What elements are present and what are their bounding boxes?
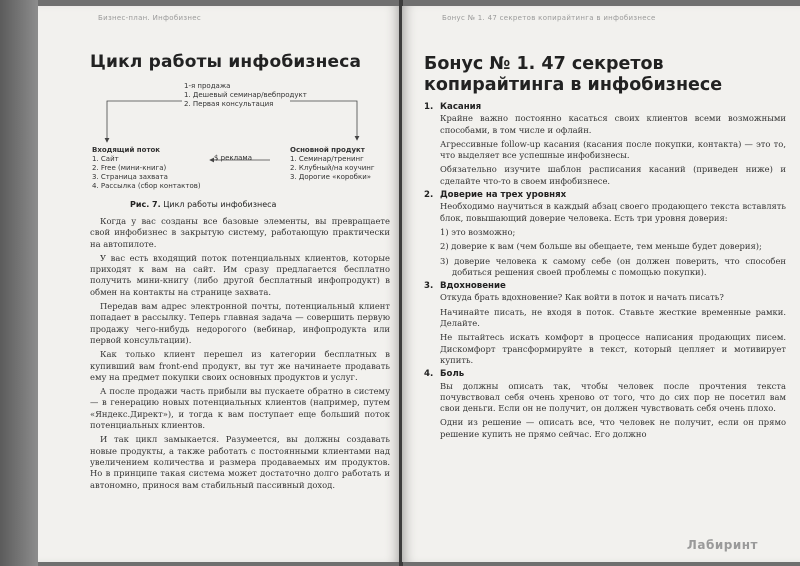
incoming-flow-line: 4. Рассылка (сбор контактов) bbox=[92, 182, 201, 190]
incoming-flow-line: 1. Сайт bbox=[92, 155, 119, 163]
cycle-diagram bbox=[92, 82, 392, 212]
right-page-title: Бонус № 1. 47 секретов копирайтинга в инфобизнесе bbox=[424, 54, 723, 95]
section-title: Вдохновение bbox=[440, 281, 506, 292]
main-product-heading: Основной продукт bbox=[290, 146, 365, 154]
figure-caption-text: Цикл работы инфобизнеса bbox=[163, 200, 277, 209]
list-item bbox=[424, 190, 786, 278]
main-product-block bbox=[290, 146, 375, 182]
paragraph: Крайне важно постоянно касаться своих клиентов всеми возможными способами, в том числе и офлайн. bbox=[440, 113, 786, 135]
section-title: Касания bbox=[440, 102, 482, 112]
paragraph: Одни из решение — описать все, что человек не получит, если он прямо решение купить не прямо сейчас. Его должно bbox=[440, 417, 786, 439]
right-running-head: Бонус № 1. 47 секретов копирайтинга в инфобизнесе bbox=[442, 14, 656, 22]
left-page bbox=[38, 6, 400, 562]
first-sale-line: 2. Первая консультация bbox=[184, 100, 274, 108]
paragraph: Как только клиент перешел из категории бесплатных в купивший вам front-end продукт, вы тут же начинаете продавать ему на предмет покупки своих основных продуктов и услуг. bbox=[90, 349, 390, 382]
left-running-head: Бизнес-план. Инфобизнес bbox=[98, 14, 201, 22]
section-heading bbox=[424, 281, 786, 292]
paragraph: Необходимо научиться в каждый абзац своего продающего текста вставлять блок, повышающий доверие человека. Есть три уровня доверия: bbox=[440, 201, 786, 223]
main-product-line: 2. Клубный/на коучинг bbox=[290, 164, 375, 172]
section-heading bbox=[424, 190, 786, 201]
paragraph: Не пытайтесь искать комфорт в процессе написания продающих писем. Дискомфорт трансформируйте в текст, который цепляет и мотивирует купить. bbox=[440, 332, 786, 365]
incoming-flow-heading: Входящий поток bbox=[92, 146, 161, 154]
section-number: 2. bbox=[424, 190, 434, 201]
list-item bbox=[424, 281, 786, 366]
paragraph: Агрессивные follow-up касания (касания после покупки, контакта) — это то, что выделяет все успешные инфобизнесы. bbox=[440, 138, 786, 161]
main-product-line: 1. Семинар/тренинг bbox=[290, 155, 364, 163]
first-sale-heading: 1-я продажа bbox=[184, 82, 231, 90]
figure-caption-number: Рис. 7. bbox=[130, 200, 161, 209]
section-number: 1. bbox=[424, 102, 434, 112]
paragraph: Когда у вас созданы все базовые элементы, вы превращаете свой инфобизнес в закрытую систему, работающую практически на автопилоте. bbox=[90, 216, 390, 249]
incoming-flow-line: 3. Страница захвата bbox=[92, 173, 168, 181]
section-title: Боль bbox=[440, 369, 465, 380]
paragraph: И так цикл замыкается. Разумеется, вы должны создавать новые продукты, а также работать с постоянными клиентами над увеличением количества и размера продаваемых им продуктов. Но в принципе такая система может достаточно долго работать и автономно, принося вам стабильный пассивный доход. bbox=[90, 434, 390, 490]
section-number: 4. bbox=[424, 369, 434, 380]
paragraph: Передав вам адрес электронной почты, потенциальный клиент попадает в рассылку. Теперь главная задача — совершить первую продажу чего-нибудь недорогого (вебинар, инфопродукта или первой консультации). bbox=[90, 301, 390, 345]
main-product-line: 3. Дорогие «коробки» bbox=[290, 173, 372, 181]
paragraph: А после продажи часть прибыли вы пускаете обратно в систему — в генерацию новых потенциальных клиентов (например, путем «Яндекс.Директ»), и тогда к вам поступает еще больший поток потенциальных клиентов. bbox=[90, 386, 390, 431]
ad-label: $ реклама bbox=[214, 154, 252, 162]
paragraph: Обязательно изучите шаблон расписания касаний (приведен ниже) и сделайте что-то в своем инфобизнесе. bbox=[440, 164, 786, 186]
paragraph: Начинайте писать, не входя в поток. Ставьте жесткие временные рамки. Делайте. bbox=[440, 306, 786, 329]
first-sale-block bbox=[184, 82, 307, 109]
figure-caption bbox=[130, 200, 276, 209]
right-page bbox=[402, 6, 800, 562]
first-sale-line: 1. Дешевый семинар/вебпродукт bbox=[184, 91, 307, 99]
section-heading bbox=[424, 369, 786, 380]
section-title: Доверие на трех уровнях bbox=[440, 190, 567, 201]
left-page-title: Цикл работы инфобизнеса bbox=[90, 52, 362, 72]
sub-item: 3) доверие человека к самому себе (он должен поверить, что способен добиться решения своей проблемы с помощью покупки). bbox=[440, 255, 786, 277]
sub-item: 1) это возможно; bbox=[440, 226, 516, 237]
section-number: 3. bbox=[424, 281, 434, 292]
paragraph: Вы должны описать так, чтобы человек после прочтения текста почувствовал себя очень хреново от того, что до сих пор не посетил вам свои деньги. Если он не получит, он должен чувствовать себя очень плохо. bbox=[440, 380, 786, 414]
incoming-flow-block bbox=[92, 146, 201, 191]
sub-item: 2) доверие к вам (чем больше вы обещаете, тем меньше будет доверия); bbox=[440, 241, 762, 252]
watermark-logo: Лабиринт bbox=[686, 538, 758, 552]
left-body-text bbox=[90, 216, 390, 494]
list-item bbox=[424, 102, 786, 187]
paragraph: Откуда брать вдохновение? Как войти в поток и начать писать? bbox=[440, 292, 724, 303]
incoming-flow-line: 2. Free (мини-книга) bbox=[92, 164, 167, 172]
list-item bbox=[424, 369, 786, 440]
book-edge bbox=[0, 0, 38, 566]
secrets-list bbox=[424, 102, 786, 443]
paragraph: У вас есть входящий поток потенциальных клиентов, которые приходят к вам на сайт. Им сразу предлагается бесплатно получить мини-книгу (либо другой бесплатный инфопродукт) в обмен на контакты на странице захвата. bbox=[90, 252, 390, 297]
section-heading bbox=[424, 102, 786, 113]
